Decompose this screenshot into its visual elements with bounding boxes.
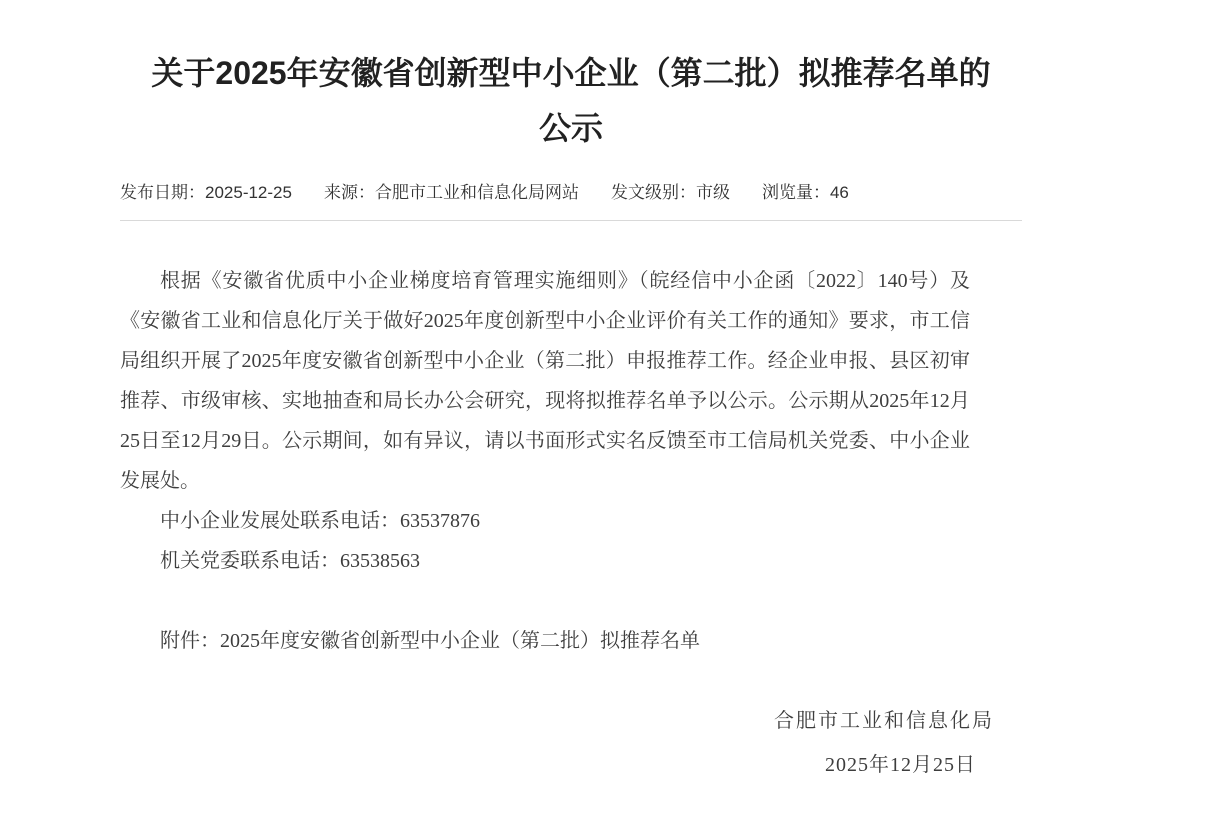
meta-document-level-label: 发文级别： — [610, 183, 696, 202]
meta-source — [324, 182, 579, 204]
meta-document-level-value: 市级 — [695, 183, 730, 202]
meta-view-count-value: 46 — [829, 183, 849, 202]
article-content — [120, 0, 1022, 785]
page-title-line-1: 关于2025年安徽省创新型中小企业（第二批）拟推荐名单的 — [151, 55, 991, 91]
contact-line-sme-division: 中小企业发展处联系电话：63537876 — [160, 510, 480, 532]
meta-publish-date — [120, 182, 292, 204]
contact-line-party-committee: 机关党委联系电话：63538563 — [160, 550, 420, 572]
attachment-line: 附件：2025年度安徽省创新型中小企业（第二批）拟推荐名单 — [160, 630, 700, 652]
signature-block — [120, 701, 1022, 785]
meta-view-count — [762, 182, 849, 204]
signature-organization: 合肥市工业和信息化局 — [774, 710, 994, 732]
article-body — [120, 261, 970, 661]
page-title-line-2: 公示 — [538, 110, 603, 146]
meta-publish-date-label: 发布日期： — [120, 183, 205, 202]
meta-source-value: 合肥市工业和信息化局网站 — [374, 183, 579, 202]
meta-publish-date-value: 2025-12-25 — [205, 183, 292, 202]
divider — [120, 220, 1022, 221]
signature-date: 2025年12月25日 — [825, 754, 976, 776]
meta-document-level — [611, 182, 730, 204]
meta-view-count-label: 浏览量： — [761, 183, 830, 202]
meta-source-label: 来源： — [323, 183, 375, 202]
meta-bar — [120, 182, 1022, 204]
main-paragraph: 根据《安徽省优质中小企业梯度培育管理实施细则》（皖经信中小企函〔2022〕140号）及《安徽省工业和信息化厅关于做好2025年度创新型中小企业评价有关工作的通知》要求，市工信局组织开展了2025年度安徽省创新型中小企业（第二批）申报推荐工作。经企业申报、县区初审推荐、市级审核、实地抽查和局长办公会研究，现将拟推荐名单予以公示。公示期从2025年12月25日至12月29日。公示期间，如有异议，请以书面形式实名反馈至市工信局机关党委、中小企业发展处。 — [120, 270, 970, 492]
page-title — [120, 0, 1022, 156]
